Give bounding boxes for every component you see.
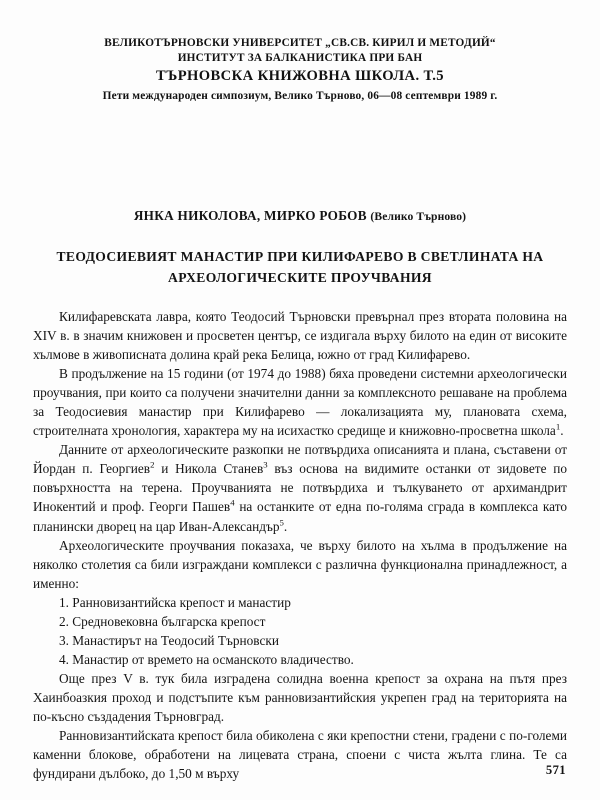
- author-names: ЯНКА НИКОЛОВА, МИРКО РОБОВ: [133, 208, 367, 223]
- footnote-ref-5: 5: [279, 517, 284, 528]
- paragraph-2-tail: .: [560, 423, 564, 439]
- paragraph-3-text-a: Данните от археологическите разкопки не потвърдиха описанията и плана, съставени от Йордан п. Георгиев: [33, 442, 567, 477]
- complex-types-list: [33, 593, 567, 669]
- footnote-ref-3: 3: [263, 459, 268, 470]
- paragraph-3-text-b: и Никола Станев: [154, 461, 264, 477]
- body-paragraph-5: Още през V в. тук била изградена солидна военна крепост за охрана на пътя през Хаинбоазкия проход и подстъпите към ранновизантийския укрепен град на територията на по-късно създадения Търновград.: [33, 670, 567, 724]
- masthead-institute: ИНСТИТУТ ЗА БАЛКАНИСТИКА ПРИ БАН: [177, 52, 423, 64]
- masthead: [33, 36, 567, 104]
- list-item: 4. Манастир от времето на османското владичество.: [59, 651, 354, 667]
- author-affiliation: (Велико Търново): [370, 210, 467, 223]
- footnote-ref-4: 4: [230, 498, 235, 509]
- paragraph-3-text-e: .: [283, 518, 288, 534]
- list-item: 2. Средновековна българска крепост: [59, 613, 266, 629]
- masthead-symposium-info: Пети международен симпозиум, Велико Търново, 06—08 септември 1989 г.: [102, 90, 498, 102]
- masthead-series-title: ТЪРНОВСКА КНИЖОВНА ШКОЛА. Т.5: [156, 68, 444, 84]
- body-paragraph-4: Археологическите проучвания показаха, че върху билото на хълма в продължение на няколко столетия са били изграждани комплекси с различна функционална принадлежност, а именно:: [33, 537, 567, 591]
- body-paragraph-3: [33, 440, 567, 535]
- list-item: 1. Ранновизантийска крепост и манастир: [59, 594, 291, 610]
- paragraph-3-text-d: на останките от една по-голяма сграда в комплекса като планински дворец на цар Иван-Александър: [33, 499, 567, 534]
- paragraph-2-text: В продължение на 15 години (от 1974 до 1988) бяха проведени системни археологически проучвания, при които са получени значителни данни за комплексното решаване на проблема за Теодосиевия манастир при Килифарево — локализацията му, плановата схема, строителната хронология, характера му на исихастко средище и книжовно-просветна школа: [33, 366, 567, 439]
- footnote-ref-2: 2: [150, 459, 155, 470]
- masthead-university: ВЕЛИКОТЪРНОВСКИ УНИВЕРСИТЕТ „СВ.СВ. КИРИЛ И МЕТОДИЙ“: [104, 37, 496, 49]
- body-paragraph-1: Килифаревската лавра, която Теодосий Търновски превърнал през втората половина на XIV в. в значим книжовен и просветен център, се издигала върху билото на един от високите хълмове в живописната долина край река Белица, южно от град Килифарево.: [33, 309, 567, 363]
- list-item: 3. Манастирът на Теодосий Търновски: [59, 632, 279, 648]
- article-authors: [33, 208, 567, 224]
- footnote-ref-1: 1: [555, 421, 561, 432]
- page-content: [33, 36, 567, 783]
- article-title: ТЕОДОСИЕВИЯТ МАНАСТИР ПРИ КИЛИФАРЕВО В СВЕТЛИНАТА НА АРХЕОЛОГИЧЕСКИТЕ ПРОУЧВАНИЯ: [56, 249, 544, 285]
- body-paragraph-2: [33, 364, 567, 440]
- paragraph-3-text-c: въз основа на видимите останки от зидовете по повърхността на терена. Проучванията не потвърдиха и тълкуването от архимандрит Инокентий и проф. Георги Пашев: [33, 461, 568, 515]
- page-number: 571: [545, 763, 566, 777]
- body-paragraph-6: Ранновизантийската крепост била обиколена с яки крепостни стени, градени с по-големи каменни блокове, обработени на лицевата страна, споени с чиста жълта глина. Те са фундирани дълбоко, до 1,50 м върху: [33, 728, 567, 782]
- article-body: [33, 307, 567, 783]
